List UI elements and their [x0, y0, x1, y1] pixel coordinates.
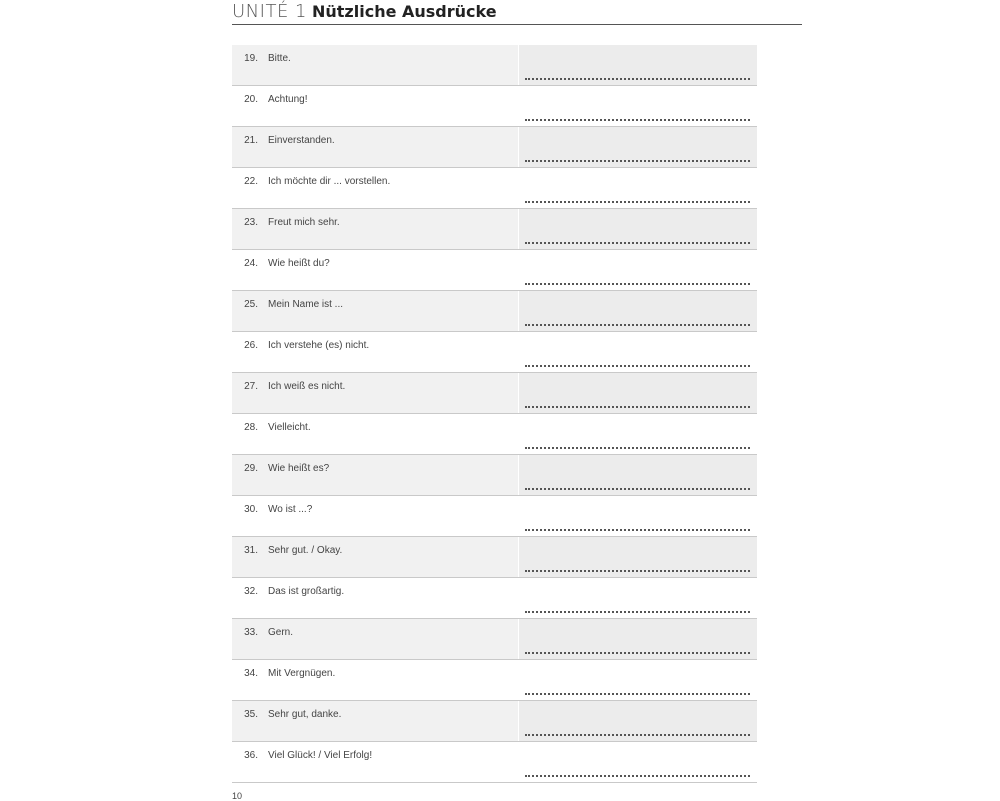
- dotted-answer-line: [525, 283, 750, 285]
- phrase-number: 31.: [244, 545, 258, 556]
- dotted-answer-line: [525, 693, 750, 695]
- phrase-text: Ich möchte dir ... vorstellen.: [268, 176, 391, 187]
- phrase-number: 24.: [244, 258, 258, 269]
- phrase-number: 19.: [244, 53, 258, 64]
- phrase-row: [232, 127, 757, 168]
- phrase-number: 25.: [244, 299, 258, 310]
- phrase-text: Wie heißt du?: [268, 258, 330, 269]
- phrase-row: [232, 742, 757, 783]
- dotted-answer-line: [525, 365, 750, 367]
- dotted-answer-line: [525, 570, 750, 572]
- phrase-text: Mein Name ist ...: [268, 299, 344, 310]
- page-title: Nützliche Ausdrücke: [312, 2, 497, 21]
- phrase-text: Achtung!: [268, 94, 308, 105]
- dotted-answer-line: [525, 652, 750, 654]
- dotted-answer-line: [525, 775, 750, 777]
- phrase-table: [232, 45, 757, 783]
- dotted-answer-line: [525, 447, 750, 449]
- phrase-row: [232, 455, 757, 496]
- phrase-number: 35.: [244, 709, 258, 720]
- dotted-answer-line: [525, 529, 750, 531]
- phrase-text: Das ist großartig.: [268, 586, 345, 597]
- phrase-number: 33.: [244, 627, 258, 638]
- phrase-number: 21.: [244, 135, 258, 146]
- phrase-row: [232, 45, 757, 86]
- phrase-text: Mit Vergnügen.: [268, 668, 336, 679]
- phrase-text: Ich weiß es nicht.: [268, 381, 346, 392]
- phrase-number: 26.: [244, 340, 258, 351]
- phrase-row: [232, 496, 757, 537]
- phrase-row: [232, 537, 757, 578]
- phrase-row: [232, 168, 757, 209]
- phrase-row: [232, 291, 757, 332]
- phrase-text: Vielleicht.: [268, 422, 311, 433]
- phrase-text: Wie heißt es?: [268, 463, 330, 474]
- phrase-text: Sehr gut. / Okay.: [268, 545, 343, 556]
- phrase-row: [232, 660, 757, 701]
- phrase-number: 22.: [244, 176, 258, 187]
- phrase-row: [232, 701, 757, 742]
- phrase-row: [232, 250, 757, 291]
- phrase-row: [232, 332, 757, 373]
- dotted-answer-line: [525, 78, 750, 80]
- dotted-answer-line: [525, 160, 750, 162]
- dotted-answer-line: [525, 488, 750, 490]
- phrase-text: Sehr gut, danke.: [268, 709, 342, 720]
- phrase-text: Freut mich sehr.: [268, 217, 340, 228]
- phrase-row: [232, 619, 757, 660]
- phrase-row: [232, 578, 757, 619]
- phrase-text: Bitte.: [268, 53, 291, 64]
- phrase-number: 36.: [244, 750, 258, 761]
- phrase-text: Einverstanden.: [268, 135, 335, 146]
- phrase-row: [232, 373, 757, 414]
- phrase-number: 23.: [244, 217, 258, 228]
- phrase-number: 32.: [244, 586, 258, 597]
- dotted-answer-line: [525, 324, 750, 326]
- phrase-row: [232, 209, 757, 250]
- dotted-answer-line: [525, 611, 750, 613]
- dotted-answer-line: [525, 734, 750, 736]
- page-header: [232, 0, 802, 25]
- phrase-text: Ich verstehe (es) nicht.: [268, 340, 370, 351]
- phrase-number: 34.: [244, 668, 258, 679]
- phrase-number: 28.: [244, 422, 258, 433]
- page-number: 10: [232, 791, 243, 801]
- phrase-number: 20.: [244, 94, 258, 105]
- phrase-number: 30.: [244, 504, 258, 515]
- phrase-number: 29.: [244, 463, 258, 474]
- phrase-text: Gern.: [268, 627, 294, 638]
- phrase-row: [232, 414, 757, 455]
- dotted-answer-line: [525, 242, 750, 244]
- phrase-number: 27.: [244, 381, 258, 392]
- phrase-text: Wo ist ...?: [268, 504, 313, 515]
- dotted-answer-line: [525, 201, 750, 203]
- unit-label: UNITÉ 1: [232, 1, 307, 22]
- phrase-text: Viel Glück! / Viel Erfolg!: [268, 750, 373, 761]
- phrase-row: [232, 86, 757, 127]
- dotted-answer-line: [525, 406, 750, 408]
- dotted-answer-line: [525, 119, 750, 121]
